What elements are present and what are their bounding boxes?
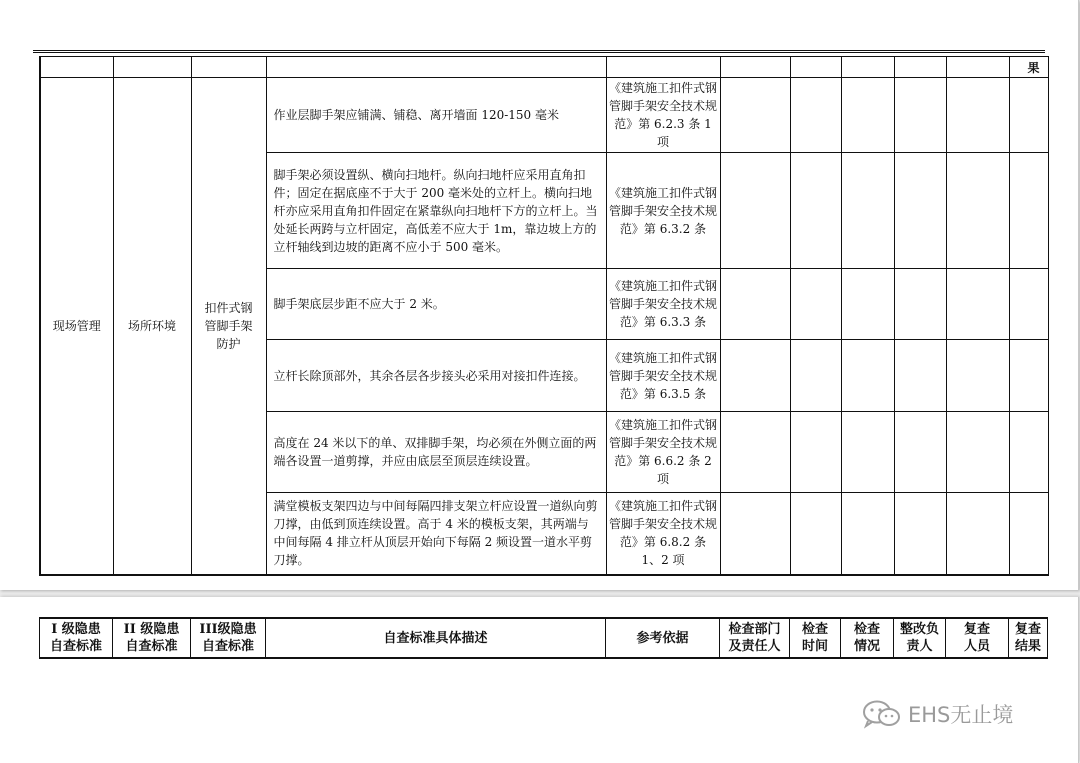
header-cell — [191, 57, 266, 78]
watermark — [862, 697, 1013, 731]
header-level2: II 级隐患自查标准 — [113, 618, 191, 658]
header-level3: III级隐患自查标准 — [191, 618, 266, 658]
reference-basis: 《建筑施工扣件式钢管脚手架安全技术规范》第 6.3.2 条 — [606, 153, 720, 269]
next-page-table-header — [39, 617, 1048, 659]
standard-description: 立杆长除顶部外，其余各层各步接头必采用对接扣件连接。 — [266, 340, 606, 412]
reference-basis: 《建筑施工扣件式钢管脚手架安全技术规范》第 6.3.3 条 — [606, 269, 720, 340]
header-reference: 参考依据 — [606, 618, 720, 658]
header-cell — [113, 57, 191, 78]
checklist-table — [39, 56, 1049, 576]
header-reviewer: 复查人员 — [946, 618, 1009, 658]
header-cell — [720, 57, 790, 78]
header-status: 检查情况 — [841, 618, 894, 658]
table-row — [40, 78, 1048, 153]
header-cell — [946, 57, 1009, 78]
watermark-text: EHS无止境 — [908, 703, 1014, 727]
level1-category: 现场管理 — [40, 78, 113, 575]
header-cell — [894, 57, 946, 78]
header-result: 复查结果 — [1009, 618, 1048, 658]
reference-basis: 《建筑施工扣件式钢管脚手架安全技术规范》第 6.8.2 条 1、2 项 — [606, 493, 720, 575]
standard-description: 脚手架必须设置纵、横向扫地杆。纵向扫地杆应采用直角扣件；固定在据底座不于大于 200 毫米处的立杆上。横向扫地杆亦应采用直角扣件固定在紧靠纵向扫地杆下方的立杆上。当处延长两跨与立杆固定，高低差不应大于 1m，靠边坡上方的立杆轴线到边坡的距离不应小于 500 毫米。 — [266, 153, 606, 269]
level2-category: 场所环境 — [113, 78, 191, 575]
reference-basis: 《建筑施工扣件式钢管脚手架安全技术规范》第 6.6.2 条 2 项 — [606, 412, 720, 493]
standard-description: 高度在 24 米以下的单、双排脚手架，均必须在外侧立面的两端各设置一道剪撑，并应由底层至顶层连续设置。 — [266, 412, 606, 493]
reference-basis: 《建筑施工扣件式钢管脚手架安全技术规范》第 6.2.3 条 1 项 — [606, 78, 720, 153]
header-rule — [33, 50, 1045, 53]
wechat-icon — [862, 699, 902, 729]
continued-header-row — [40, 57, 1048, 78]
level3-category: 扣件式钢管脚手架防护 — [191, 78, 266, 575]
standard-description: 满堂模板支架四边与中间每隔四排支架立杆应设置一道纵向剪刀撑，由低到顶连续设置。高于 4 米的模板支架，其两端与中间每隔 4 排立杆从顶层开始向下每隔 2 频设置一道水平剪刀撑。 — [266, 493, 606, 575]
header-department: 检查部门及责任人 — [720, 618, 790, 658]
reference-basis: 《建筑施工扣件式钢管脚手架安全技术规范》第 6.3.5 条 — [606, 340, 720, 412]
header-cell — [40, 57, 113, 78]
header-cell — [266, 57, 606, 78]
header-row — [40, 618, 1048, 658]
header-description: 自查标准具体描述 — [266, 618, 606, 658]
header-cell — [790, 57, 841, 78]
header-cell — [841, 57, 894, 78]
standard-description: 脚手架底层步距不应大于 2 米。 — [266, 269, 606, 340]
result-header-tail: 果 — [1009, 57, 1048, 78]
header-level1: I 级隐患自查标准 — [40, 618, 113, 658]
standard-description: 作业层脚手架应铺满、铺稳、离开墙面 120-150 毫米 — [266, 78, 606, 153]
header-rectifier: 整改负责人 — [894, 618, 946, 658]
header-time: 检查时间 — [790, 618, 841, 658]
header-cell — [606, 57, 720, 78]
